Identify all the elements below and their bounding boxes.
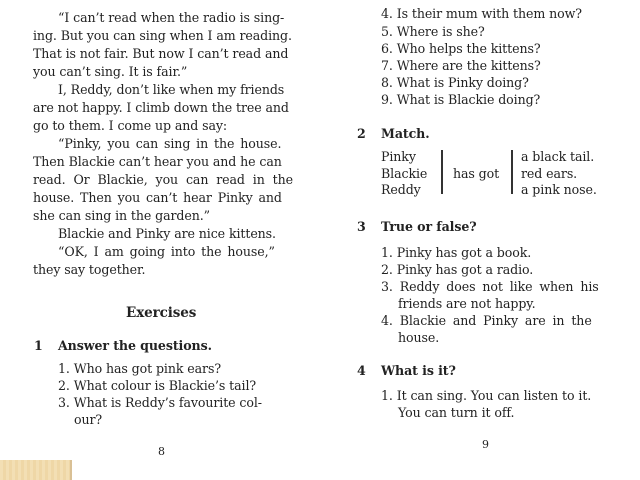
statement: 3. Reddy does not like when his [381, 279, 599, 294]
exercise-title: True or false? [381, 219, 477, 234]
question: 6. Who helps the kittens? [381, 41, 541, 56]
exercise-title: What is it? [381, 363, 456, 378]
match-name: Pinky [381, 149, 416, 164]
story-line: she can sing in the garden.” [33, 208, 210, 223]
question: 7. Where are the kittens? [381, 58, 541, 73]
story-line: I, Reddy, don’t like when my friends [58, 82, 285, 97]
match-verb: has got [453, 166, 500, 181]
story-line: read. Or Blackie, you can read in the [33, 172, 293, 187]
page-number: 8 [158, 445, 165, 458]
statement: house. [398, 330, 440, 345]
story-line: “Pinky, you can sing in the house. [58, 136, 282, 151]
exercises-heading: Exercises [126, 305, 197, 321]
statement: 4. Blackie and Pinky are in the [381, 313, 592, 328]
story-line: Blackie and Pinky are nice kittens. [58, 226, 276, 241]
statement: 2. Pinky has got a radio. [381, 262, 534, 277]
question: 2. What colour is Blackie’s tail? [58, 378, 257, 393]
story-line: you can’t sing. It is fair.” [33, 64, 188, 79]
story-line: they say together. [33, 262, 146, 277]
statement: friends are not happy. [398, 296, 536, 311]
match-object: a black tail. [521, 149, 595, 164]
question: 3. What is Reddy’s favourite col- [58, 395, 262, 410]
story-line: That is not fair. But now I can’t read and [33, 46, 289, 61]
divider [511, 150, 513, 194]
statement: You can turn it off. [398, 405, 515, 420]
page-corner-tab [0, 460, 72, 480]
match-name: Reddy [381, 182, 421, 197]
story-line: house. Then you can’t hear Pinky and [33, 190, 282, 205]
question: 4. Is their mum with them now? [381, 6, 582, 21]
statement: 1. It can sing. You can listen to it. [381, 388, 592, 403]
page-number: 9 [482, 438, 489, 451]
exercise-number: 2 [357, 126, 366, 141]
statement: 1. Pinky has got a book. [381, 245, 532, 260]
divider [441, 150, 443, 194]
story-line: “I can’t read when the radio is sing- [58, 10, 285, 25]
exercise-number: 4 [357, 363, 366, 378]
question: 9. What is Blackie doing? [381, 92, 541, 107]
match-object: red ears. [521, 166, 578, 181]
question: our? [74, 412, 103, 427]
story-line: Then Blackie can’t hear you and he can [33, 154, 282, 169]
question: 5. Where is she? [381, 24, 485, 39]
exercise-number: 3 [357, 219, 366, 234]
story-line: ing. But you can sing when I am reading. [33, 28, 292, 43]
story-line: go to them. I come up and say: [33, 118, 228, 133]
story-line: “OK, I am going into the house,” [58, 244, 275, 259]
exercise-title: Match. [381, 126, 430, 141]
question: 1. Who has got pink ears? [58, 361, 221, 376]
match-name: Blackie [381, 166, 428, 181]
exercise-number: 1 [34, 338, 43, 353]
story-line: are not happy. I climb down the tree and [33, 100, 289, 115]
question: 8. What is Pinky doing? [381, 75, 529, 90]
exercise-title: Answer the questions. [58, 338, 212, 353]
match-object: a pink nose. [521, 182, 597, 197]
